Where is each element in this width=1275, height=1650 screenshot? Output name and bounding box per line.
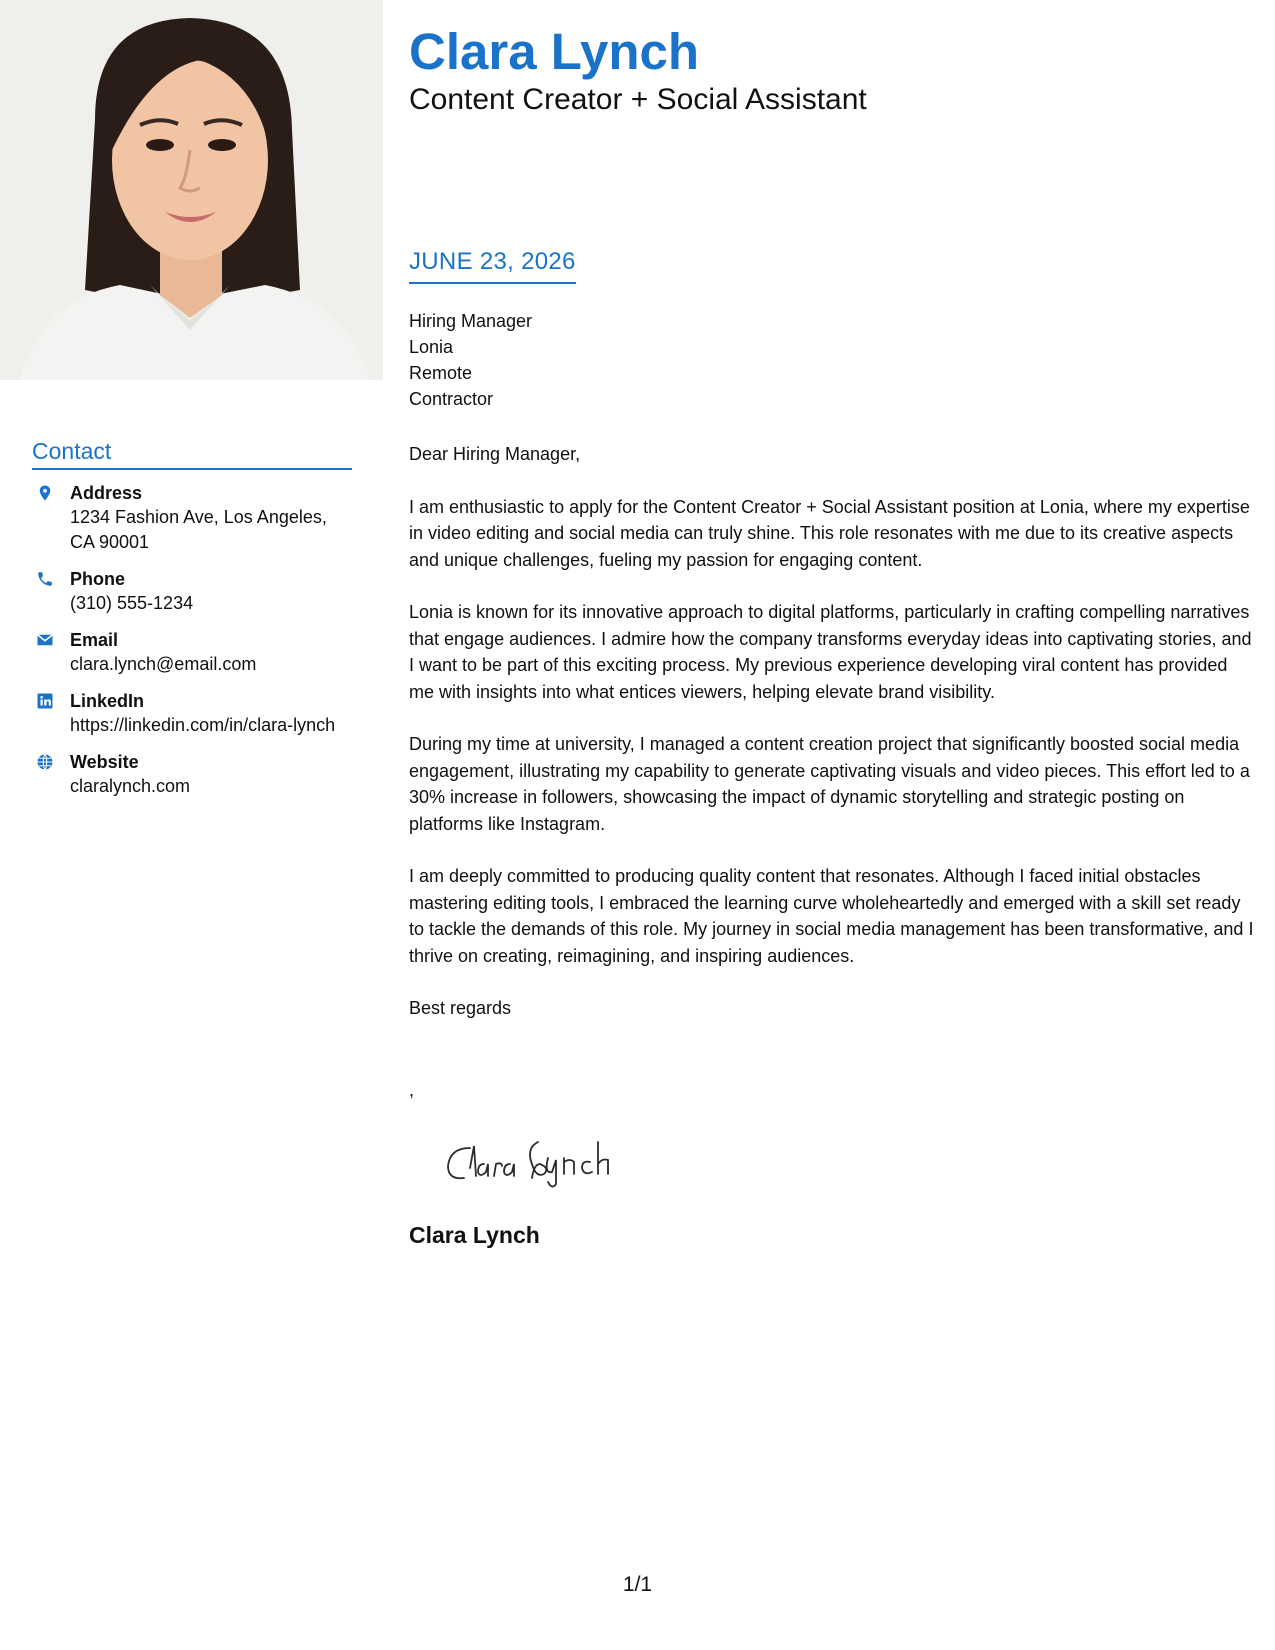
contact-label: Website — [70, 752, 139, 772]
recipient-line: Remote — [409, 363, 473, 383]
linkedin-value[interactable]: https://linkedin.com/in/clara-lynch — [70, 715, 336, 735]
signer-name: Clara Lynch — [409, 1222, 540, 1248]
letter-header — [409, 22, 1249, 118]
contact-item-linkedin — [32, 690, 352, 738]
portrait-illustration — [0, 0, 383, 380]
website-value[interactable]: claralynch.com — [70, 776, 191, 796]
date-block — [409, 248, 576, 284]
closing: Best regards — [409, 998, 512, 1018]
body-paragraph: Lonia is known for its innovative approach to digital platforms, particularly in crafting compelling narratives that engage audiences. I admire how the company transforms everyday ideas into captivating stories, and I want to be part of this exciting process. My previous experience developing viral content has provided me with insights into what entices viewers, helping elevate brand visibility. — [409, 602, 1252, 702]
address-value: 1234 Fashion Ave, Los Angeles, CA 90001 — [70, 507, 327, 552]
recipient-block — [409, 308, 532, 412]
location-pin-icon — [36, 484, 54, 502]
phone-icon — [36, 570, 54, 588]
closing-comma: , — [409, 1080, 415, 1100]
letter-body — [409, 441, 1255, 1048]
contact-item-phone — [32, 568, 352, 616]
page-number: 1/1 — [622, 1573, 653, 1596]
contact-label: Email — [70, 630, 119, 650]
contact-label: Phone — [70, 569, 126, 589]
recipient-line: Contractor — [409, 389, 494, 409]
applicant-role: Content Creator + Social Assistant — [409, 83, 867, 116]
letter-date: JUNE 23, 2026 — [409, 248, 576, 284]
profile-photo — [0, 0, 383, 380]
applicant-name: Clara Lynch — [409, 23, 700, 80]
handwritten-signature — [440, 1128, 640, 1188]
contact-heading: Contact — [32, 438, 352, 470]
contact-item-website — [32, 751, 352, 799]
body-paragraph: I am enthusiastic to apply for the Content Creator + Social Assistant position at Lonia, where my expertise in video editing and social media can truly shine. This role resonates with me due to its creative aspects and unique challenges, fueling my passion for engaging content. — [409, 496, 1250, 570]
email-value[interactable]: clara.lynch@email.com — [70, 654, 257, 674]
linkedin-icon — [36, 692, 54, 710]
envelope-icon — [36, 631, 54, 649]
contact-label: LinkedIn — [70, 691, 145, 711]
contact-item-address — [32, 482, 352, 555]
salutation: Dear Hiring Manager, — [409, 444, 581, 464]
contact-label: Address — [70, 483, 143, 503]
recipient-line: Lonia — [409, 337, 454, 357]
body-paragraph: During my time at university, I managed a content creation project that significantly boosted social media engagement, illustrating my capability to generate captivating visuals and video pieces. This effort led to a 30% increase in followers, showcasing the impact of dynamic storytelling and strategic posting on platforms like Instagram. — [409, 734, 1250, 834]
phone-value[interactable]: (310) 555-1234 — [70, 593, 194, 613]
globe-icon — [36, 753, 54, 771]
recipient-line: Hiring Manager — [409, 311, 533, 331]
body-paragraph: I am deeply committed to producing quality content that resonates. Although I faced initial obstacles mastering editing tools, I embraced the learning curve wholeheartedly and emerged with a skill set ready to tackle the demands of this role. My journey in social media management has been transformative, and I thrive on creating, reimagining, and inspiring audiences. — [409, 866, 1254, 966]
contact-section — [32, 438, 352, 812]
contact-item-email — [32, 629, 352, 677]
